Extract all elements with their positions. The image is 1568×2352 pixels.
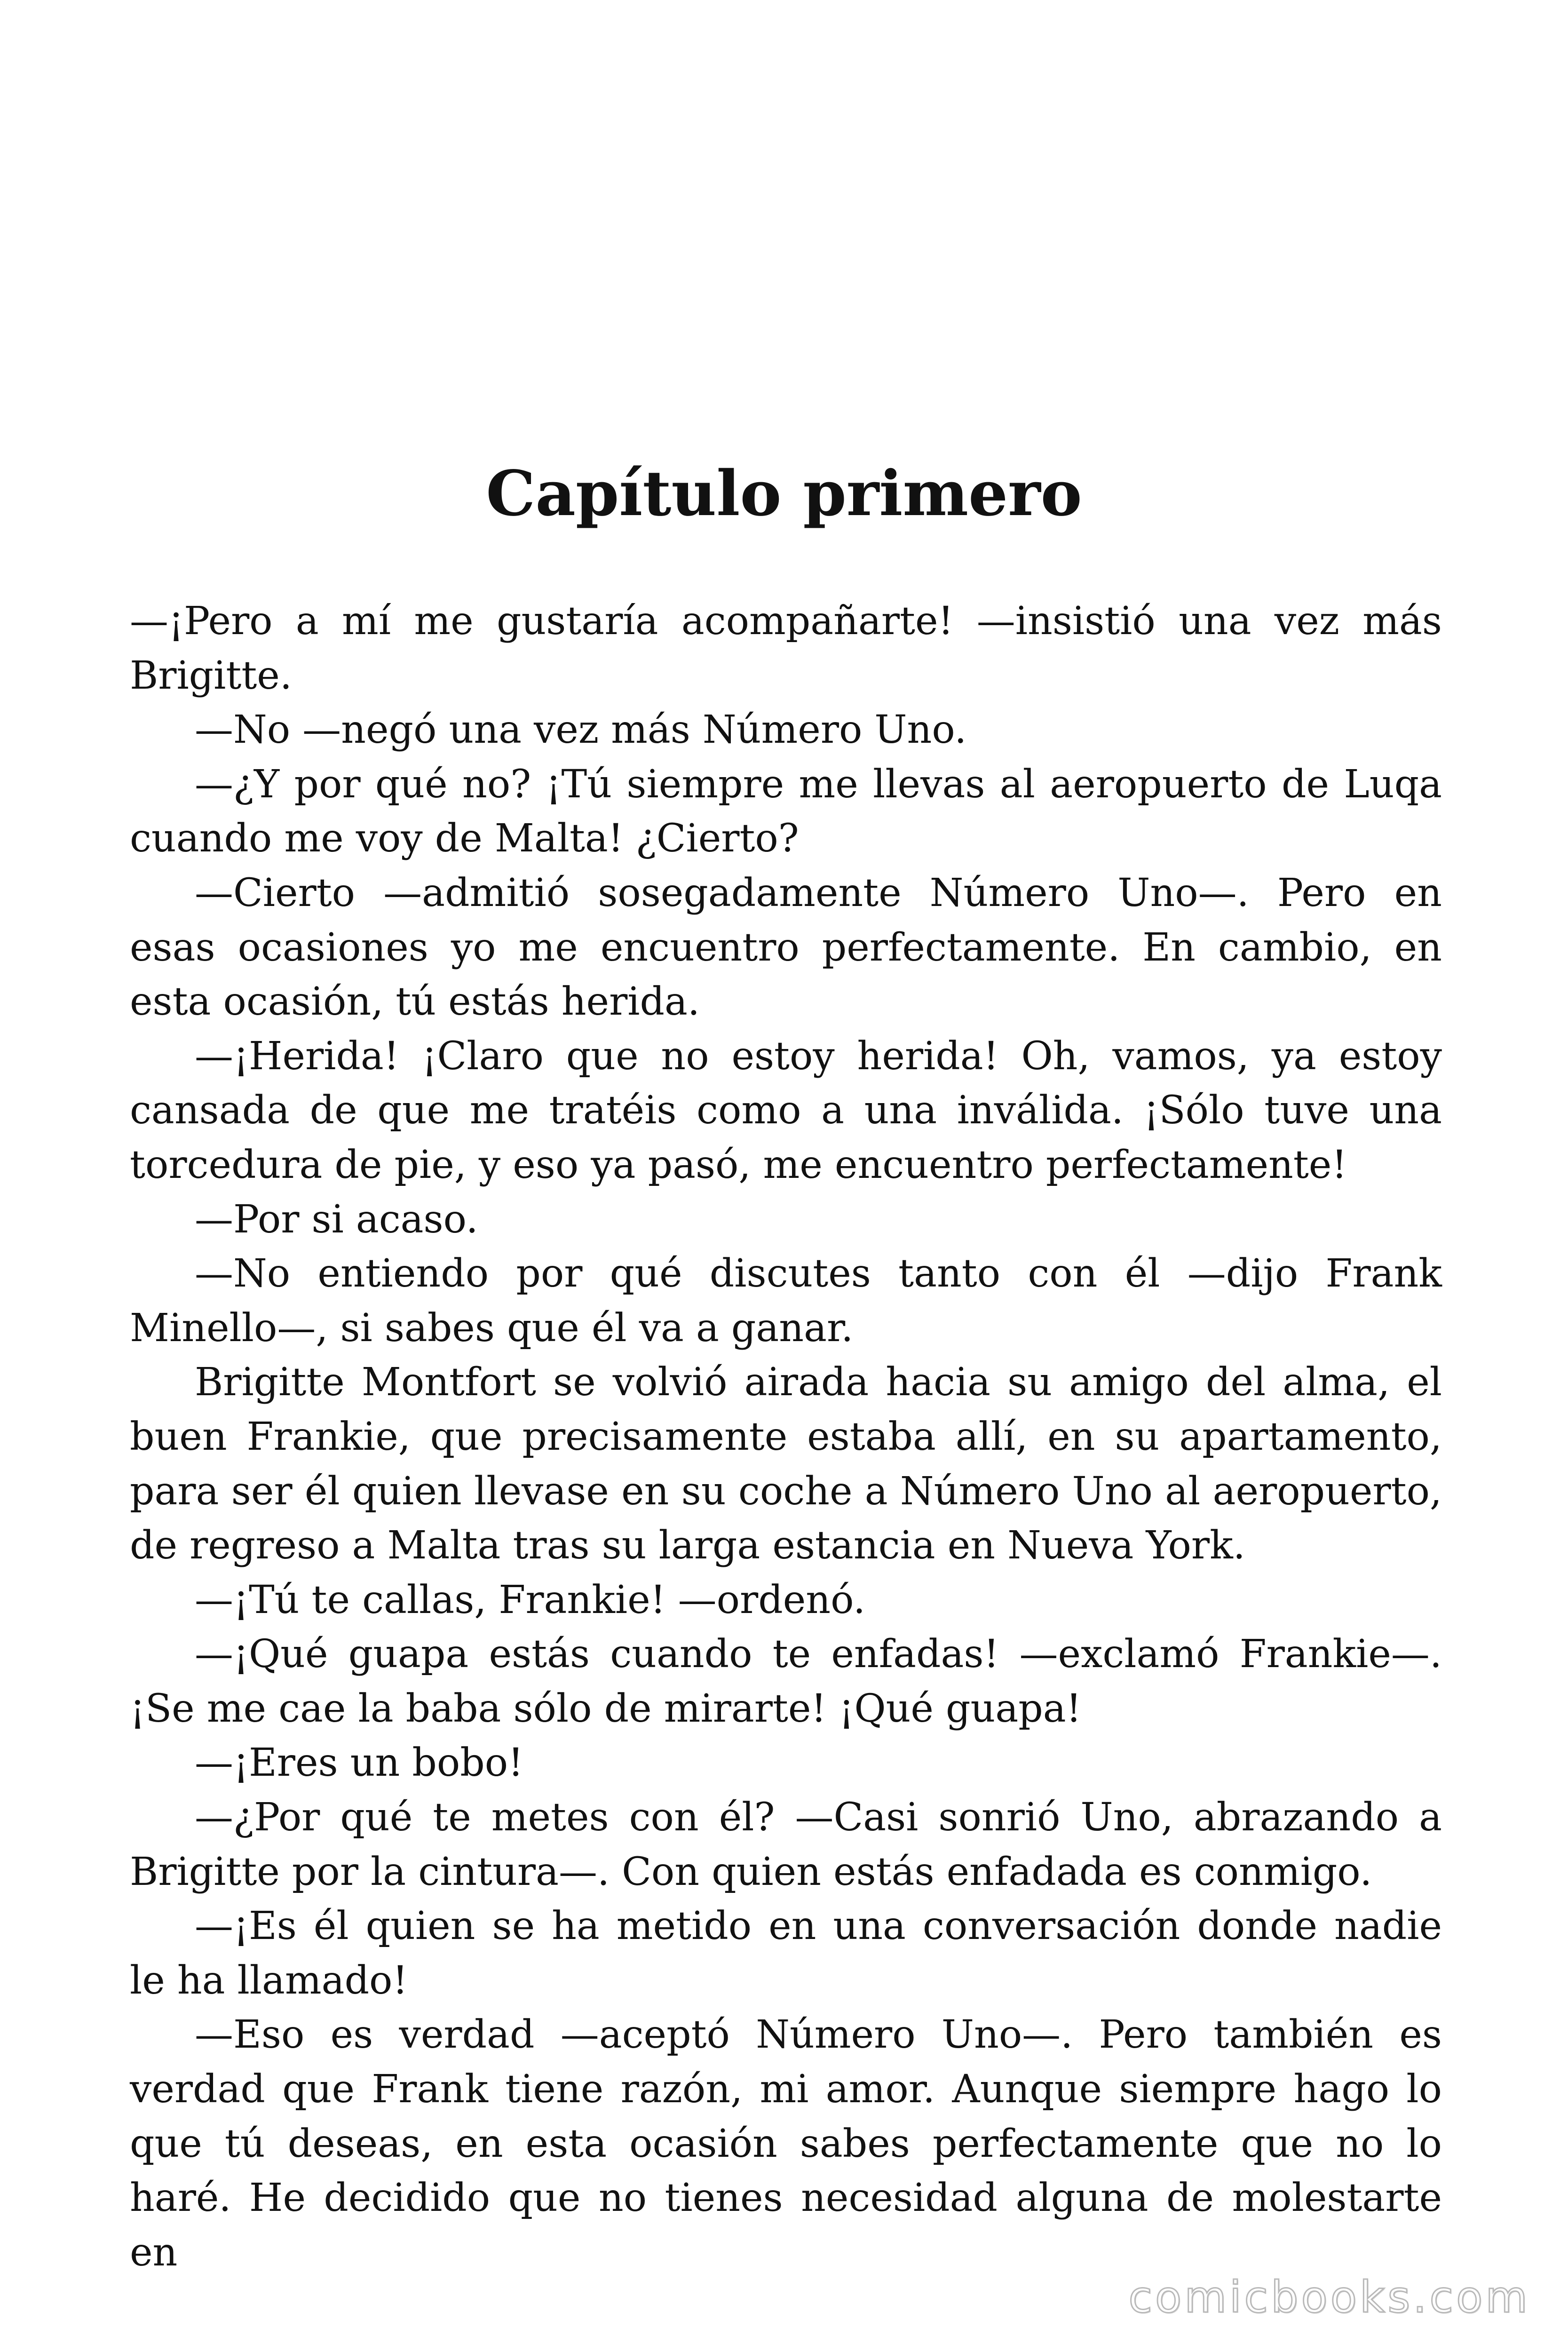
paragraph: —Cierto —admitió sosegadamente Número Uno—. Pero en esas ocasiones yo me encuentro perfectamente. En cambio, en esta ocasión, tú estás herida.: [130, 870, 1442, 1025]
paragraph: —¡Pero a mí me gustaría acompañarte! —insistió una vez más Brigitte.: [130, 599, 1442, 698]
paragraph: —¿Por qué te metes con él? —Casi sonrió Uno, abrazando a Brigitte por la cintura—. Con quien estás enfadada es conmigo.: [130, 1795, 1442, 1894]
chapter-title: Capítulo primero: [486, 457, 1082, 530]
paragraph: —¡Es él quien se ha metido en una conversación donde nadie le ha llamado!: [130, 1904, 1442, 2003]
paragraph: —¿Y por qué no? ¡Tú siempre me llevas al aeropuerto de Luqa cuando me voy de Malta! ¿Cierto?: [130, 762, 1442, 861]
paragraph: Brigitte Montfort se volvió airada hacia su amigo del alma, el buen Frankie, que precisamente estaba allí, en su apartamento, para ser él quien llevase en su coche a Número Uno al aeropuerto, de regreso a Malta tras su larga estancia en Nueva York.: [130, 1360, 1442, 1568]
watermark: comicbooks.com: [1128, 2272, 1530, 2322]
paragraph: —¡Tú te callas, Frankie! —ordenó.: [195, 1577, 866, 1622]
paragraph: —Eso es verdad —aceptó Número Uno—. Pero también es verdad que Frank tiene razón, mi amor. Aunque siempre hago lo que tú deseas, en esta ocasión sabes perfectamente que no lo haré. He decidido que no tienes necesidad alguna de molestarte en: [130, 2012, 1442, 2275]
paragraph: —Por si acaso.: [195, 1197, 478, 1242]
paragraph: —¡Eres un bobo!: [195, 1740, 524, 1786]
paragraph: —¡Herida! ¡Claro que no estoy herida! Oh, vamos, ya estoy cansada de que me tratéis como a una inválida. ¡Sólo tuve una torcedura de pie, y eso ya pasó, me encuentro perfectamente!: [130, 1033, 1442, 1187]
chapter-body: [130, 594, 1442, 2280]
paragraph: —¡Qué guapa estás cuando te enfadas! —exclamó Frankie—. ¡Se me cae la baba sólo de mirarte! ¡Qué guapa!: [130, 1632, 1442, 1731]
paragraph: —No —negó una vez más Número Uno.: [195, 707, 967, 753]
paragraph: —No entiendo por qué discutes tanto con él —dijo Frank Minello—, si sabes que él va a ganar.: [130, 1251, 1442, 1351]
